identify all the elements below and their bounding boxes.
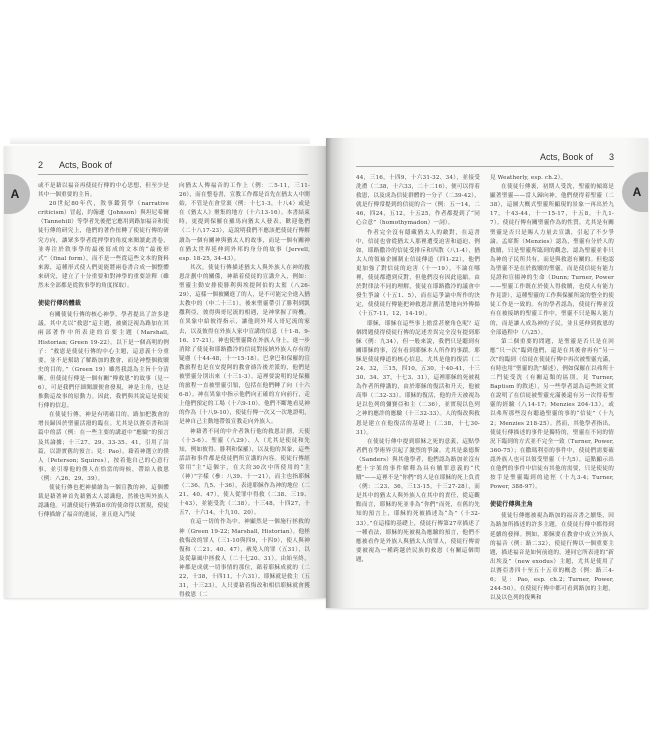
- thumb-index-tab: A: [622, 172, 648, 212]
- paragraph: 見 Weatherly, esp. ch.2）。: [490, 175, 567, 181]
- paragraph: 使徒行傳也把神描繪為一個宣教的神，這個體裁是藉著神首先藉猶太人認識他，然後也叫外族人認識他。可讀使徒行傳第8章的使命得以實現，使徒行傳描繪了福音的進展，並且進入門徒: [38, 485, 169, 519]
- paragraph: 耶穌，耶穌在這些事上擔當甚麼角色呢？這個問題使得使徒行傳的記述差異完全沒有提到耶穌（例：九34），但一般來說，我們只是聽到有關耶穌的事，沒有看到耶穌本人所作的事蹟。耶穌是使徒傳道的核心信息，尤其是他的復活（二24、32，三15，四10，五30，十40-41，十三30、34、37，十七3、31），這裡耶穌的死被視為作者所傳講的，由於耶穌的復活和升天，他被高舉（二32-33）。耶穌的復活，他的升天被視為是以色列的彌賽亞和主（二36），並實現以色列之神的應許的應驗（十三32-33）。人的悔改與救恩是建立在他復活的基礎上（二38，十七30-31）。: [356, 320, 480, 436]
- running-head-title: Acts, Book of: [59, 160, 113, 170]
- paragraph: 20世紀80年代，敘事鑑賞學（narrative criticism）冒起，約翰遜（Johnson）與坦尼希爾（Tannehill）等學者先後把它應用到路加福音和使徒行傳的研究上，他們的著作扭轉了使徒行傳的研究方向，讓眾多學者從押學的角度來閱讀此書卷，並專注於敘事學的最後寫成的文本的“最後形式”（final form），而不是一些從這些文本的資料來源，這種形式使人們更能將兩卷書合成一個整體來研究，建立了十分重要和對神學的重要詮釋（雖然未全部都是從敘事學的角度探取）。: [38, 201, 169, 290]
- left-page: [4, 146, 326, 598]
- paragraph: 在使徒行傳中提到耶穌之死的意義，這點學者們在學術界引起了激烈的爭論。尤其是桑德斯（Sanders）與其他學者，他們認為路加並沒有把十字架的事件解釋為具有贖罪意義的“代贖”——這裡不是“你們”的人是在耶穌的死上負責（例：二23、36，三13-15，十三27-28），而是其中的猶太人與外族人在其中的責任，從這觀點而言，耶穌的死並非為“你們”而死，在舊約先知的預言上，耶穌的死被描述為“為”（十32-33）。”在這樣的基礎上，使徒行傳第27章描述了一種看法，耶穌的死被視為應驗的預言，他們不應被看作是外族人與猶太人的罪人，使徒行傳需要被視為一種跨越於民族的救恩（有關這個問題，: [356, 438, 480, 563]
- paragraph: 在這一切的作為中，神顯然是一個施行拯救的神（Green 19-22; Marshall, Historian）。他拯救悔改的罪人（三1-10與四9，十四9），使人與神復和（二21、40、47），赦免人的罪（五31），以及從暴風中拯救人（二十七20、31）。由始至終，神都是成就一切事情的那位，藉着耶穌成就的（二22，十38，十四11，十六31）。耶穌就是救主（五31，十三23），人只要藉着悔改和相信耶穌就會獲得救恩（二: [179, 519, 310, 598]
- section-heading: 使徒行傳的體裁: [38, 300, 82, 308]
- paragraph: 其次，使徒行傳描述猶太人與外族人在神的救恩計劃中的關係，神藉着使徒的宣講介入，例如：聖靈主動安排使腓利與埃提阿伯的太監（八26-29），這樣一個被關進了的人，是不可能完全進入猶太教中的（申二十三1）。後來聖靈帶引了腓利到凱撒利亞，彼得與哥尼流的相遇，是神掌握了時機，在異象中給彼得指示，讓他到外邦人哥尼流的家去，以及彼得在外族人家中宣講的信息（十1-8、9-16、17-21）。神也使聖靈降在外族人身上，進一步消除了使徒和耶路撒冷的信徒對接納外族人存有的疑慮（十44-48，十一15-18）。巴拿巴和保羅的宣教旅程也是在安提阿的教會禱告後差派的，他們是被聖靈分別出來（十三1-3）。這裡要說明的是保羅的旅程一直被聖靈引領，包括在他們轉了向（十六6-8）。神在異象中指示他們向正確的方向前行，走上他們預定的工場（十六9-10）。他們不斷地看見神的作為（十八9-10），使徒行傳一次又一次地證明，是神自己主動地帶領宣教走向外族人。: [179, 264, 310, 426]
- text-columns: [38, 182, 310, 598]
- paragraph: 神藉著不同的中介者執行他的救恩計劃，天使（十3-6）、聖靈（八29）、人（尤其是使徒和先知，例如彼得、腓利和保羅），以及他的異象，這些話語和事件都是使徒們所宣講的內容。使徒行傳經常用“主”這個字，在大約30次中所使用的“主（神）”字樣（參：八39、十一21），而主也指耶穌（二36、九5、十36），表達耶穌作為神的地位（二21、40、47），使人從罪中得救（二38、三19、十43），並能受洗（二38）。十三48，十四27，十五7，十六14，十九10、20）。: [179, 428, 310, 517]
- page-number: 3: [608, 152, 614, 162]
- paragraph: 作者完全沒有隱藏猶太人的敵對，在這書中，信徒也會從猶太人那裡遭受迫害和逼迫，例如，耶路撒冷的信徒受排斥和四散（八1-4），猶太人的領袖企圖制止信徒傳道（四1-22），他們更加強了對信徒的迫害（十一19），不論在哪裡，使徒都遭到反對，但他們沒有因此退縮。由於對律法不同的理解，使徒在耶路撒冷的議會中發生爭論（十五1、5），而在這爭論中所作的決定，使使徒行傳能把神救恩計劃清楚地向外傳揚（十五7-11，12，14-19）。: [356, 229, 480, 318]
- right-page: [326, 138, 648, 608]
- paragraph: 使徒行傳應被視為路加的福音書之續集，因為路加所描述的許多主題，在使徒行傳中都得到延續的發揮。例如，耶穌要在教會中成立外族人的福音（例：路二32），使徒行傳以一個重要主題，描述福音是如何前進的，連同它所表達的“新出埃及”（new exodus）主題，尤其是使用了以賽亞書四十至五十五章的概念（例：路三4-6；見：Pao, esp. ch.2；Turner, Power, 244-50）。在使徒行傳中都可看到路加的主題，以及以色列的復興和: [490, 513, 614, 602]
- running-head-right: [356, 152, 614, 167]
- paragraph: 向猶太人傳福音的工作上（例：二5-11，三11-26），而在整卷書，宣教工作都是首先在猶太人中開始，不管是在會堂裏（例：十七1-3，十八4）或是在《猶太人》聚集的地方（十六13-16）。本書結束時，更提到保羅在羅馬向猶太人發表，歡迎他們（二十八17-23），這說明我們不應該把使徒行傳解讀為一個有關神與猶太人的故事，而是一個有關神在猶太世界延伸到外邦的身分的故事（Jervell, esp. 18-25, 34-43）。: [179, 183, 310, 262]
- paragraph: 在使徒行傳裏，初期人受洗，聖靈的傾瀉是顯著聖靈——當人歸向神，他們便得着聖靈（二38），這圖大概式聖靈所顯現的景象一再出於九17，十43-44，十一15-17，十五8，十九1-7）。使徒行傳有關聖靈作為的性質，尤其是有關聖靈是否只是賜人力量去宣講，引起了不少爭論。孟席斯（Menzies）認為，聖靈有分於人的救贖，只是聖靈所臨到的觀念，認為聖靈並非只為神的子民所共有，而是與救恩有關的。但他認為聖靈不是在於救贖的聖靈，而是使信徒有能力見證和宣揚神的生命（Dunn; Turner, Power——聖靈工作既在於使人得救贖，也使人有能力作見證），這種聖靈的工作與保羅所說的整全的使徒工作是一致的。有的學者認為，使徒行傳並沒有在被接納的聖靈工作中，聖靈不只是賜人能力的，而是讓人成為神的子民，並且延伸到救恩的全部過程中（八25）。: [490, 184, 614, 336]
- paragraph: 在使徒行傳，神是有明確目的，路加把教會的增長歸因於聖靈活潑的臨在。尤其是以賽亞書和詩篇中的話（例：在一些主要的講道中“應驗”的預言及其論據；十三27、29、33-35、41，引用了詩篇，以證實舊約預言；見：Pao）。藉着神選立的僕人（Peterson; Squires），按着他自己的心意行事，並引導他的僕人在恰當的時候，帶給人救恩（例：八26、29、39）。: [38, 412, 169, 482]
- paragraph: 44，三16，十四9，十六31-32、34），並接受洗禮（二38，十六33，二十二16），便可以得着救恩，以及成為信徒群體的一分子（二39-42），就是行傳常提到的信徒的合一（例：五一14，二46，四24，五12，十五25，作者都提到了“同心合意”（homothymadon）一詞）。: [356, 175, 480, 227]
- paragraph: 第二個重要的問題，是聖靈是否只是在回應“只一次”臨到他們，還是在其後會再有“另一次”的臨到（信徒在使徒行傳中再次被聖靈充滿，有時也用“聖靈的洗”描述），例如保羅在以弗所十二門徒受洗（有關這類的區別，見 Turner, Baptism 的敘述），另一些學者認為這些經文實在說明了在信徒被聖靈充滿後還有另一次得着聖靈的經驗（八14-17；Menzies 204-13），或以弗所那些沒有聽過聖靈的事的“信徒”（十九2；Menzies 218-25）。然而，其他學者指出，使徒行傳描述的事件是獨特的，聖靈在不同的情況下臨到的方式並不完全一致（Turner, Power, 360-75）；在撒瑪利亞的事件中，使徒們需要確認外族人也可以領受聖靈（十九5），這點顯示出在他們的事件中信徒有其他的需要，只是使徒的按手是聖靈臨到的途徑（十九3-4；Turner, Power, 388-97）。: [490, 338, 614, 491]
- paragraph: 有關使徒行傳的核心神學，學者提出了許多建議，其中尤以“救恩”這主題，被廣泛視為路加在其兩部著作中所表達的首要主題（Marshall, Historian; Green 19-22）。以下是一個高明的例子：“救恩是使徒行傳的中心主題，這意義十分重要，並不是幫助了解路加的教會，而是神整個救贖史的目的。”（Green 19）雖然我認為主旨十分清晰，但使徒行傳是一個有關“傳救恩”的故事（見一6），可是我們仔細閱讀便會發現，神是主角，也是推動這故事的原動力。因此，我們與其說這是使徒行傳的信息。: [38, 312, 169, 410]
- page-edge-shadow: [10, 136, 310, 144]
- page-number: 2: [38, 160, 44, 170]
- text-columns: [356, 174, 614, 603]
- thumb-index-tab: A: [4, 174, 30, 214]
- column-2: [179, 182, 310, 598]
- paragraph: 或不是藉以福音再使徒行傳的中心思想，但至少是其中一個重要的主旨。: [38, 183, 169, 199]
- column-1: [356, 174, 480, 603]
- column-2: [490, 174, 614, 603]
- running-head-title: Acts, Book of: [539, 152, 593, 162]
- section-heading: 使徒行傳與主角: [490, 501, 534, 509]
- column-1: [38, 182, 169, 598]
- running-head-left: [38, 160, 308, 175]
